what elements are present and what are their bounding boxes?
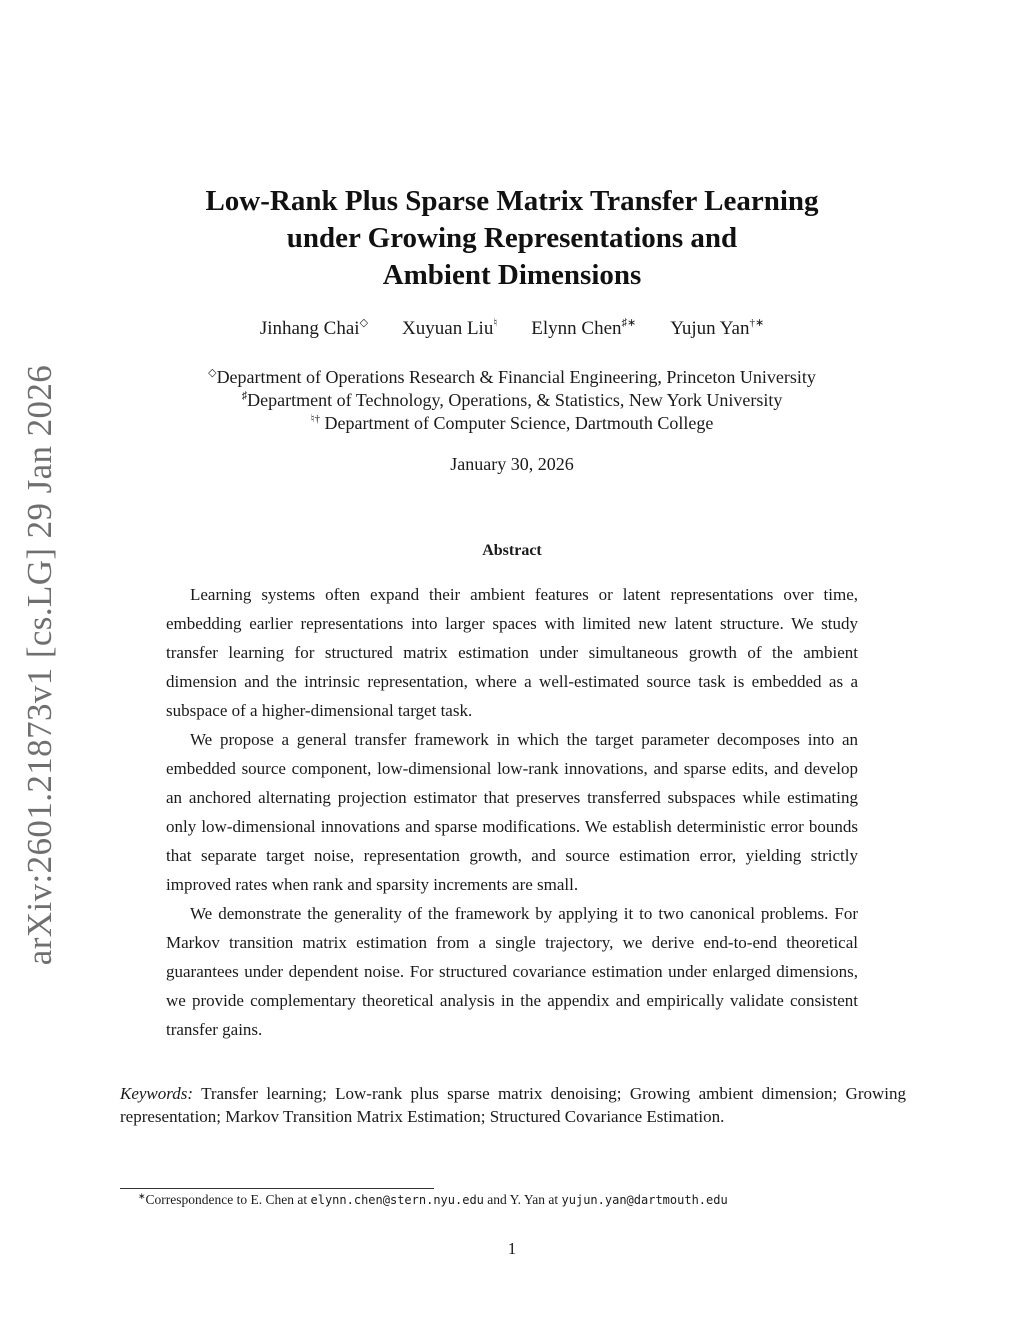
affiliations	[120, 366, 904, 435]
arxiv-stamp	[10, 364, 70, 966]
footnote: ∗Correspondence to E. Chen at elynn.chen@stern.nyu.edu and Y. Yan at yujun.yan@dartmouth.edu	[138, 1191, 728, 1207]
paper-title	[120, 183, 904, 294]
title-line: Ambient Dimensions	[382, 259, 642, 291]
author: Xuyuan Liu♮	[402, 317, 498, 339]
page-number: 1	[507, 1239, 517, 1258]
arxiv-identifier: arXiv:2601.21873v1 [cs.LG] 29 Jan 2026	[20, 364, 60, 966]
keywords-text: Transfer learning; Low-rank plus sparse matrix denoising; Growing ambient dimension; Growing representation; Markov Transition Matrix Estimation; Structured Covariance Estimation.	[120, 1084, 906, 1126]
publication-date: January 30, 2026	[450, 454, 574, 474]
affiliation: ◇Department of Operations Research & Financial Engineering, Princeton University	[208, 367, 816, 387]
abstract-paragraph: We propose a general transfer framework in which the target parameter decomposes into an embedded source component, low-dimensional low-rank innovations, and sparse edits, and develop an anchored alternating projection estimator that preserves transferred subspaces while estimating only low-dimensional innovations and sparse modifications. We establish deterministic error bounds that separate target noise, representation growth, and source estimation error, yielding strictly improved rates when rank and sparsity increments are small.	[166, 730, 858, 894]
author: Yujun Yan†∗	[670, 317, 765, 339]
footnote-divider	[120, 1188, 434, 1189]
abstract-paragraph: We demonstrate the generality of the framework by applying it to two canonical problems. For Markov transition matrix estimation from a single trajectory, we derive end-to-end theoretical guarantees under dependent noise. For structured covariance estimation under enlarged dimensions, we provide complementary theoretical analysis in the appendix and empirically validate consistent transfer gains.	[166, 904, 858, 1039]
affiliation: ♯Department of Technology, Operations, & Statistics, New York University	[241, 390, 783, 410]
abstract-paragraph: Learning systems often expand their ambient features or latent representations over time, embedding earlier representations into larger spaces with limited new latent structure. We study transfer learning for structured matrix estimation under simultaneous growth of the ambient dimension and the intrinsic representation, where a well-estimated source task is embedded as a subspace of a higher-dimensional target task.	[166, 585, 858, 720]
keywords	[120, 1082, 906, 1128]
email-link[interactable]: yujun.yan@dartmouth.edu	[561, 1193, 728, 1207]
author-list	[120, 316, 904, 342]
affiliation: ♮† Department of Computer Science, Dartmouth College	[310, 413, 714, 433]
email-link[interactable]: elynn.chen@stern.nyu.edu	[310, 1193, 484, 1207]
keywords-label: Keywords:	[120, 1084, 194, 1103]
title-line: under Growing Representations and	[286, 222, 738, 254]
footnote-mark: ∗	[138, 1191, 146, 1201]
author: Elynn Chen♯∗	[531, 317, 637, 339]
author: Jinhang Chai◇	[259, 317, 369, 339]
abstract-heading: Abstract	[482, 542, 542, 559]
title-line: Low-Rank Plus Sparse Matrix Transfer Learning	[205, 185, 819, 217]
abstract-body	[166, 580, 858, 1044]
